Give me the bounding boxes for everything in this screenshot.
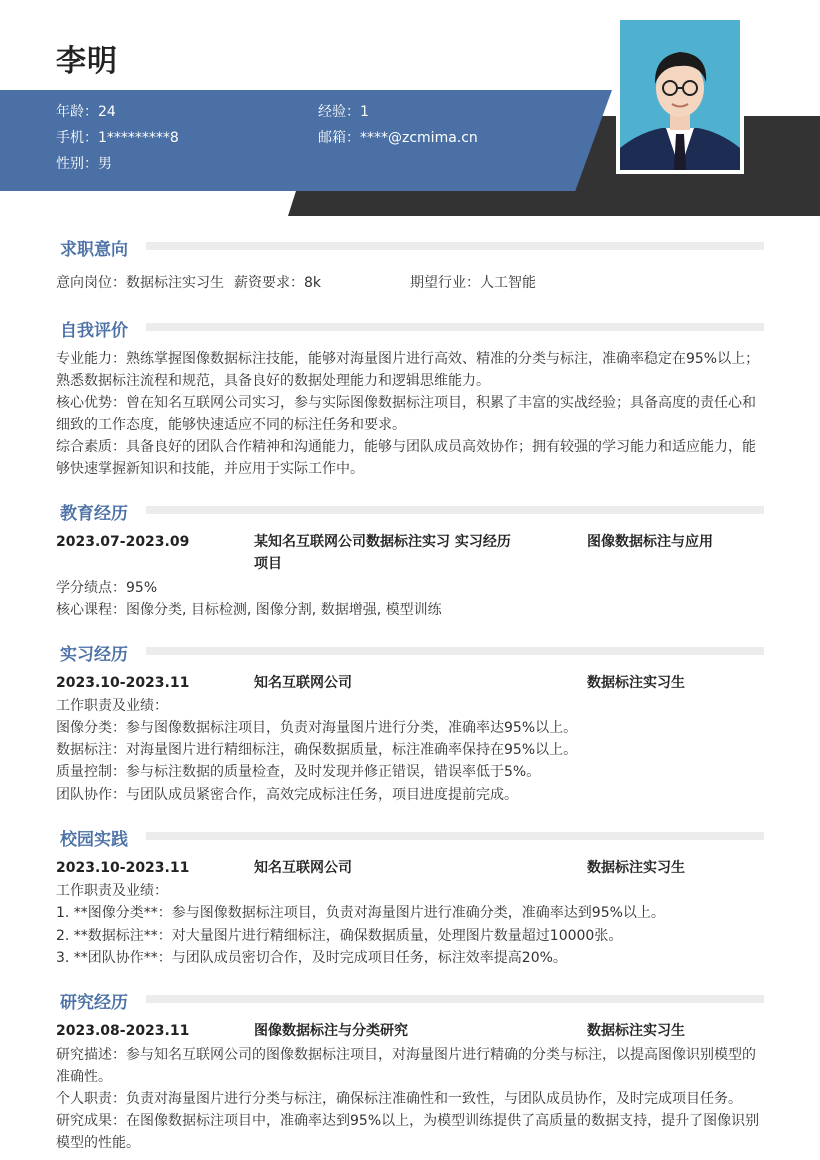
section-divider (146, 242, 764, 250)
section-title-research: 研究经历 (60, 993, 128, 1013)
section-divider (146, 323, 764, 331)
education-role: 图像数据标注与应用 (587, 534, 713, 550)
internship-date: 2023.10-2023.11 (56, 675, 190, 691)
education-date: 2023.07-2023.09 (56, 534, 190, 550)
list-item: 3. **团队协作**：与团队成员密切合作，及时完成项目任务，标注效率提高20%。 (56, 950, 567, 966)
intended-position: 意向岗位：数据标注实习生 (56, 275, 224, 291)
section-divider (146, 647, 764, 655)
list-item: 图像分类：参与图像数据标注项目，负责对海量图片进行分类，准确率达95%以上。 (56, 720, 578, 736)
education-gpa: 学分绩点：95% (56, 580, 158, 596)
research-description: 研究描述：参与知名互联网公司的图像数据标注项目，对海量图片进行精确的分类与标注，以提高图像识别模型的准确性。 (56, 1047, 756, 1085)
phone-field: 手机：1*********8 (56, 130, 179, 146)
list-item: 数据标注：对海量图片进行精细标注，确保数据质量，标注准确率保持在95%以上。 (56, 742, 578, 758)
research-responsibility: 个人职责：负责对海量图片进行分类与标注，确保标注准确性和一致性，与团队成员协作，及时完成项目任务。 (56, 1091, 742, 1107)
section-title-internship: 实习经历 (60, 645, 128, 665)
self-eval-professional: 专业能力：熟练掌握图像数据标注技能，能够对海量图片进行高效、精准的分类与标注，准确率稳定在95%以上；熟悉数据标注流程和规范，具备良好的数据处理能力和逻辑思维能力。 (56, 351, 760, 389)
campus-role: 数据标注实习生 (587, 860, 685, 876)
research-results: 研究成果：在图像数据标注项目中，准确率达到95%以上，为模型训练提供了高质量的数据支持，提升了图像识别模型的性能。 (56, 1113, 760, 1151)
section-title-job-intent: 求职意向 (60, 240, 128, 260)
candidate-name: 李明 (56, 44, 118, 79)
research-date: 2023.08-2023.11 (56, 1023, 190, 1039)
list-item: 团队协作：与团队成员紧密合作，高效完成标注任务，项目进度提前完成。 (56, 787, 518, 803)
section-divider (146, 506, 764, 514)
salary-requirement: 薪资要求：8k (234, 275, 322, 291)
self-eval-strengths: 核心优势：曾在知名互联网公司实习，参与实际图像数据标注项目，积累了丰富的实战经验；具备高度的责任心和细致的工作态度，能够快速适应不同的标注任务和要求。 (56, 395, 756, 433)
research-org: 图像数据标注与分类研究 (254, 1023, 408, 1039)
internship-role: 数据标注实习生 (587, 675, 685, 691)
profile-photo (616, 16, 744, 174)
self-eval-qualities: 综合素质：具备良好的团队合作精神和沟通能力，能够与团队成员高效协作；拥有较强的学习能力和适应能力，能够快速掌握新知识和技能，并应用于实际工作中。 (56, 439, 756, 477)
campus-org: 知名互联网公司 (254, 860, 352, 876)
list-item: 工作职责及业绩： (56, 883, 168, 899)
expected-industry: 期望行业：人工智能 (410, 275, 536, 291)
internship-org: 知名互联网公司 (254, 675, 352, 691)
section-divider (146, 995, 764, 1003)
age-field: 年龄：24 (56, 104, 116, 120)
section-title-self-eval: 自我评价 (60, 321, 128, 341)
section-title-campus: 校园实践 (60, 830, 128, 850)
section-title-education: 教育经历 (60, 504, 128, 524)
list-item: 1. **图像分类**：参与图像数据标注项目，负责对海量图片进行准确分类，准确率达到95%以上。 (56, 905, 665, 921)
section-divider (146, 832, 764, 840)
list-item: 2. **数据标注**：对大量图片进行精细标注，确保数据质量，处理图片数量超过10000张。 (56, 928, 623, 944)
email-field: 邮箱：****@zcmima.cn (318, 130, 478, 146)
gender-field: 性别：男 (56, 156, 112, 172)
list-item: 工作职责及业绩： (56, 698, 168, 714)
education-org: 某知名互联网公司数据标注实习 实习经历 (254, 534, 511, 550)
list-item: 质量控制：参与标注数据的质量检查，及时发现并修正错误，错误率低于5%。 (56, 764, 541, 780)
campus-date: 2023.10-2023.11 (56, 860, 190, 876)
experience-field: 经验：1 (318, 104, 369, 120)
education-org-cont: 项目 (254, 556, 282, 572)
research-role: 数据标注实习生 (587, 1023, 685, 1039)
education-courses: 核心课程：图像分类, 目标检测, 图像分割, 数据增强, 模型训练 (56, 602, 442, 618)
